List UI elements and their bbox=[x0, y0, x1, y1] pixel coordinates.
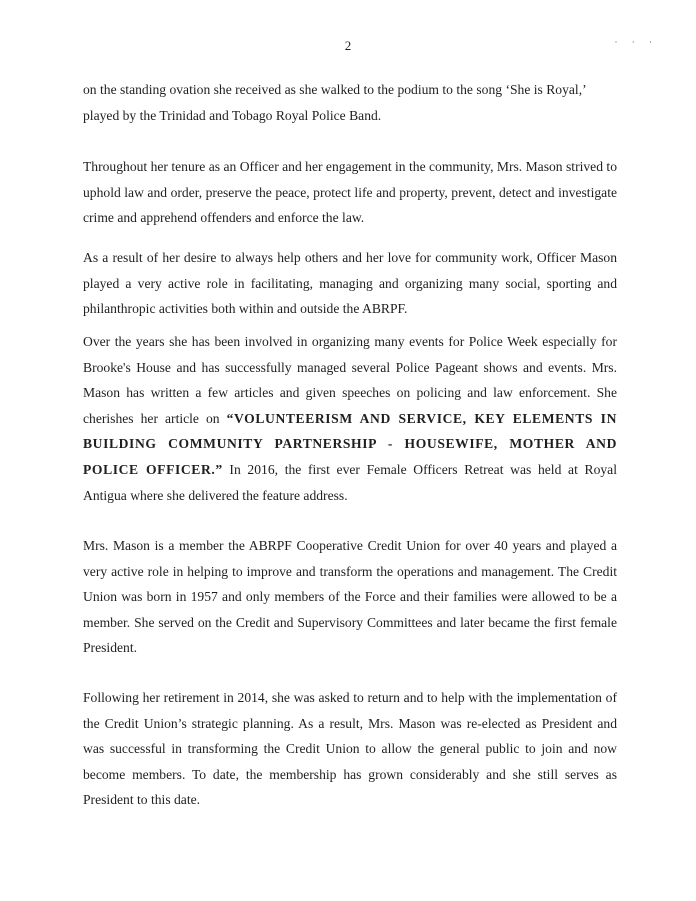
paragraph-5 bbox=[83, 533, 617, 661]
paragraph-4-before: Over the years she has been involved in organizing many events for Police Week especially for Brooke's House and has successfully managed several Police Pageant shows and events. Mrs. Mason has written a few articles and given speeches on policing and law enforcement. She cherishes her article on bbox=[83, 334, 617, 426]
paragraph-4-after: In 2016, the first ever Female Officers Retreat was held at Royal Antigua where she delivered the feature address. bbox=[83, 461, 617, 503]
article-title-bold: “VOLUNTEERISM AND SERVICE, KEY ELEMENTS IN BUILDING COMMUNITY PARTNERSHIP - HOUSEWIFE, MOTHER AND POLICE OFFICER.” bbox=[83, 410, 617, 477]
paragraph-6-text: Following her retirement in 2014, she was asked to return and to help with the implementation of the Credit Union’s strategic planning. As a result, Mrs. Mason was re-elected as President and was successful in transforming the Credit Union to allow the general public to join and now become members. To date, the membership has grown considerably and she still serves as President to this date. bbox=[83, 690, 617, 808]
paragraph-2 bbox=[83, 154, 617, 231]
paragraph-4-text bbox=[83, 329, 617, 508]
paragraph-6 bbox=[83, 685, 617, 813]
paragraph-1-text: on the standing ovation she received as she walked to the podium to the song ‘She is Royal,’ played by the Trinidad and Tobago Royal Police Band. bbox=[83, 82, 586, 123]
paragraph-3 bbox=[83, 245, 617, 322]
paragraph-2-text: Throughout her tenure as an Officer and her engagement in the community, Mrs. Mason strived to uphold law and order, preserve the peace, protect life and property, prevent, detect and investigate crime and apprehend offenders and enforce the law. bbox=[83, 159, 617, 226]
paragraph-4 bbox=[83, 329, 617, 508]
paragraph-3-text: As a result of her desire to always help others and her love for community work, Officer Mason played a very active role in facilitating, managing and organizing many social, sporting and philanthropic activities both within and outside the ABRPF. bbox=[83, 250, 617, 317]
page-number: 2 bbox=[344, 38, 352, 53]
paragraph-5-text: Mrs. Mason is a member the ABRPF Cooperative Credit Union for over 40 years and played a very active role in helping to improve and transform the operations and management. The Credit Union was born in 1957 and only members of the Force and their families were allowed to be a member. She served on the Credit and Supervisory Committees and later became the first female President. bbox=[83, 538, 617, 656]
scan-specks: · · · bbox=[614, 37, 658, 47]
paragraph-1 bbox=[83, 77, 617, 128]
